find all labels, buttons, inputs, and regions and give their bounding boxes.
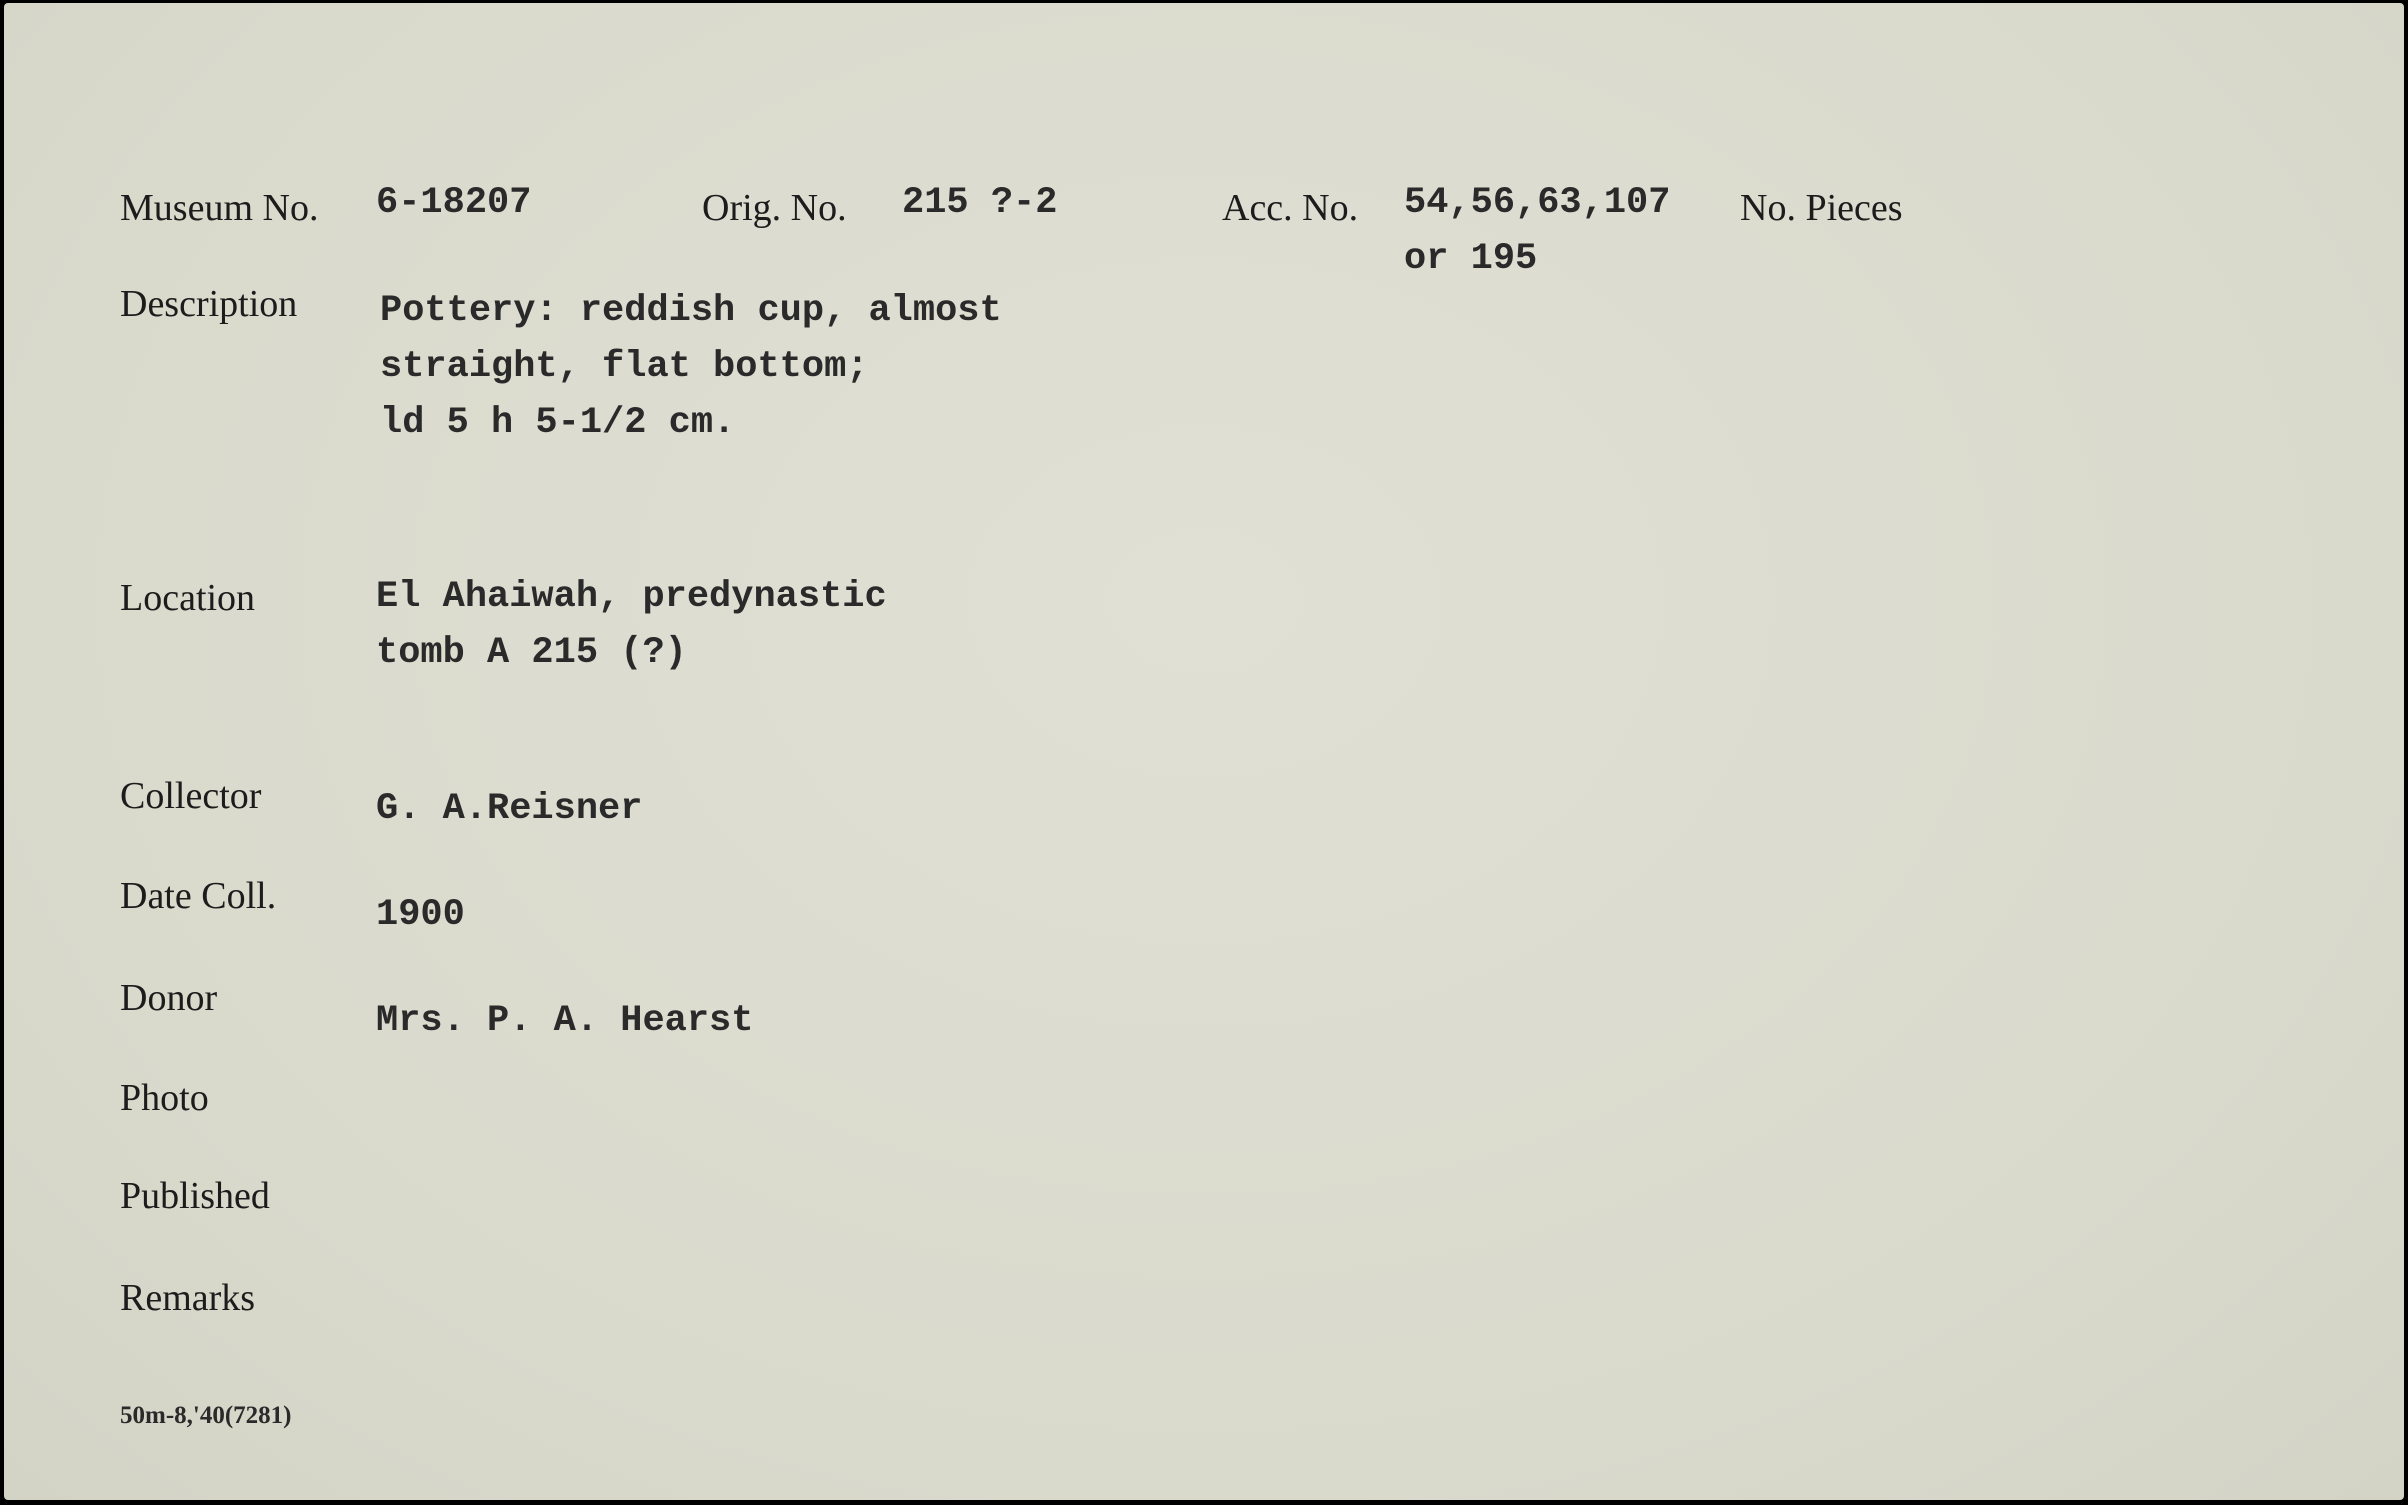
- description-label: Description: [120, 283, 298, 325]
- published-label: Published: [120, 1175, 270, 1217]
- location-label: Location: [120, 577, 256, 619]
- location-value: El Ahaiwah, predynastic tomb A 215 (?): [376, 576, 887, 674]
- donor-label: Donor: [120, 977, 218, 1019]
- print-code: 50m-8,'40(7281): [120, 1402, 292, 1429]
- catalog-card: [4, 3, 2404, 1500]
- orig-no-value: 215 ?-2: [902, 182, 1058, 224]
- no-pieces-label: No. Pieces: [1740, 187, 1903, 229]
- collector-label: Collector: [120, 775, 262, 817]
- remarks-label: Remarks: [120, 1277, 256, 1319]
- museum-no-label: Museum No.: [120, 187, 319, 229]
- donor-value: Mrs. P. A. Hearst: [376, 1000, 754, 1042]
- description-value: Pottery: reddish cup, almost straight, flat bottom; ld 5 h 5-1/2 cm.: [380, 290, 1002, 444]
- collector-value: G. A.Reisner: [376, 788, 643, 830]
- acc-no-value: 54,56,63,107 or 195: [1404, 182, 1671, 280]
- museum-no-value: 6-18207: [376, 182, 532, 224]
- acc-no-label: Acc. No.: [1222, 187, 1359, 229]
- date-coll-label: Date Coll.: [120, 875, 277, 917]
- date-coll-value: 1900: [376, 894, 465, 936]
- orig-no-label: Orig. No.: [702, 187, 847, 229]
- photo-label: Photo: [120, 1077, 209, 1119]
